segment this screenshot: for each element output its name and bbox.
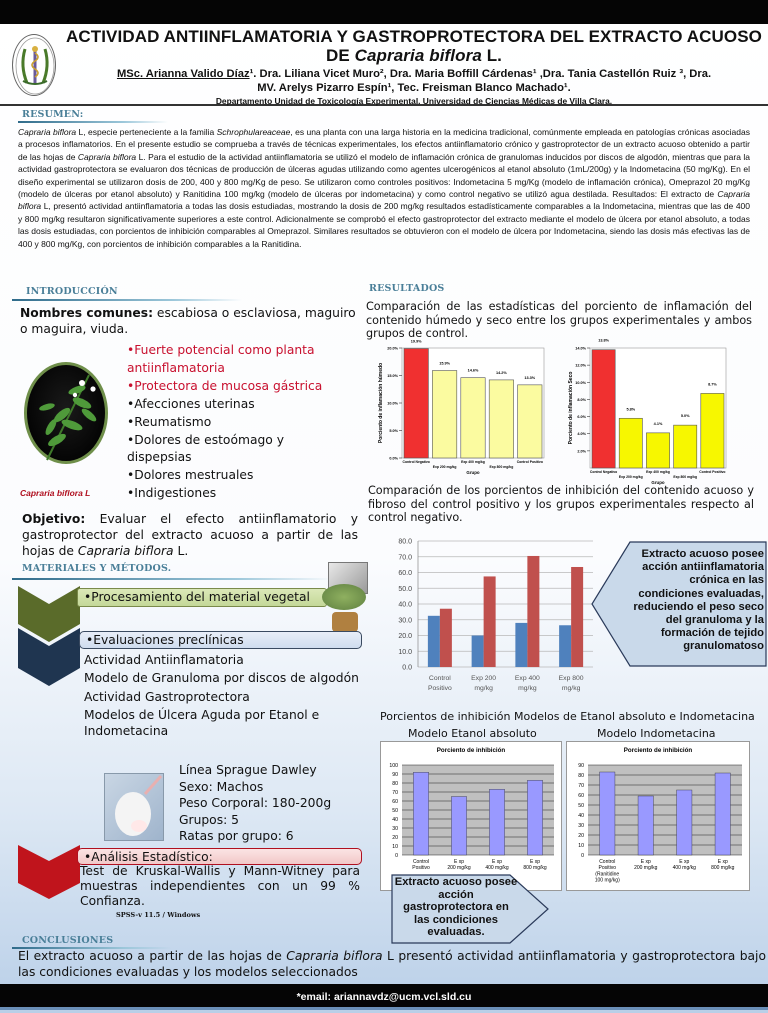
y-tick-label: 80 [578,773,584,779]
objective-text: Evaluar el efecto antiinflamatorio y gastroprotector del extracto acuoso a partir de las hojas de [22,512,358,558]
x-tick-label: Exp 400 [514,675,540,682]
use-item: •Protectora de mucosa gástrica [127,378,323,393]
y-tick-label: 40 [578,813,584,819]
x-tick-label: Control Positivo [516,460,543,464]
poster-title [60,27,768,65]
x-tick-label: Positivo [427,685,452,692]
x-tick-label: E xp [529,859,541,865]
animal-detail: Peso Corporal: 180-200g [179,796,332,811]
resumen-heading: RESUMEN: [22,109,84,120]
x-axis-label: Grupo [651,480,665,485]
x-tick-label: E xp [453,859,465,865]
method-item: Actividad Antiinflamatoria [84,653,244,667]
x-tick-label: Exp 800 mg/kg [673,475,698,479]
x-tick-label: Control [599,859,616,865]
bar-fibroso [571,567,583,667]
chevron-step-3-icon [18,845,80,899]
x-tick-label: Exp 200 mg/kg [618,475,643,479]
data-label: 5.8% [626,407,636,412]
rat-photo [104,773,164,841]
bar [489,380,513,458]
conclusion-species: Capraria biflora [286,949,383,963]
method-item: Modelos de Úlcera Aguda por Etanol e Indometacina [84,708,320,738]
plant-photo [24,362,108,464]
x-tick-label: Exp 400 mg/kg [461,460,485,464]
y-tick-label: 10.0% [575,380,586,385]
bar [404,349,428,458]
y-tick-label: 10.0 [398,648,412,656]
chart-title: Porciento de inhibición [436,747,506,754]
title-species: Capraria biflora [354,46,482,65]
data-label: 19.9% [410,339,422,344]
bar [600,772,615,855]
chart-inflammation-wet [370,340,555,485]
resumen-underline [18,121,168,123]
y-tick-label: 20 [392,835,398,841]
bar [413,772,428,855]
step-processing: •Procesamiento del material vegetal [77,588,327,607]
resultados-heading: RESULTADOS [369,283,445,294]
conclusion-part: L presentó actividad antiinflamatoria y gastroprotectora bajo las condiciones evaluadas y los modelos seleccionados [18,949,766,979]
y-tick-label: 70.0 [398,554,412,562]
animal-detail: Sexo: Machos [179,779,264,794]
data-label: 8.7% [708,382,717,387]
y-tick-label: 5.0% [389,429,398,433]
use-item: •Indigestiones [127,486,217,501]
y-tick-label: 80 [392,781,398,787]
y-tick-label: 6.0% [577,415,586,420]
abstract-species: Capraria biflora [18,189,750,212]
data-label: 13.8% [598,338,609,343]
bar [701,393,724,468]
y-tick-label: 60.0 [398,570,412,577]
data-label: 5.0% [680,414,690,419]
method-item: Actividad Gastroprotectora [84,689,250,704]
x-tick-label: Positivo [412,865,430,872]
animal-detail: Línea Sprague Dawley [179,763,317,777]
bar [432,371,456,458]
bar [592,350,615,468]
objective-suffix: L. [173,544,189,558]
main-author: MSc. Arianna Valido Díaz [116,68,250,80]
bar [451,797,466,856]
bar [518,385,542,458]
x-tick-label: Exp 400 mg/kg [646,470,670,474]
x-tick-label: Control Positivo [699,470,726,474]
data-label: 15.9% [439,361,450,366]
title-prefix: DE [325,46,355,65]
objective-species: Capraria biflora [77,544,174,558]
callout-gastroprotective: Extracto acuoso posee acción gastroprotectora en las condiciones evaluadas. [394,876,518,939]
y-tick-label: 80.0 [398,538,412,546]
results-caption-1: Comparación de las estadísticas del porciento de inflamación del contenido húmedo y seco entre los grupos experimentales y ambos grupos de control. [366,300,752,340]
y-tick-label: 0.0% [389,456,398,461]
x-tick-label: Control [428,675,451,682]
x-tick-label: Exp 800 [558,675,584,682]
uses-list [127,342,367,503]
x-tick-label: E xp [679,859,690,865]
abstract [18,126,750,250]
y-tick-label: 20 [578,833,584,839]
methods-list [84,653,359,742]
y-tick-label: 90 [392,772,398,778]
bar [646,433,669,468]
y-tick-label: 10 [392,844,398,850]
y-tick-label: 50 [392,808,398,814]
conclusion-part: El extracto acuoso a partir de las hojas de [18,949,287,963]
use-item: •Reumatismo [127,414,212,429]
y-tick-label: 10.0% [387,401,398,406]
co-authors: ¹. Dra. Liliana Vicet Muro², Dra. Maria Boffill Cárdenas¹ ,Dra. Tania Castellón Ruiz ³, Dra. [249,68,712,80]
y-tick-label: 70 [392,790,398,796]
plant-caption: Capraria biflora L [20,488,91,498]
method-item: Modelo de Granuloma por discos de algodón [84,671,359,686]
x-tick-label: Exp 200 mg/kg [432,465,457,469]
y-tick-label: 30 [392,826,398,832]
y-tick-label: 50.0 [398,585,412,593]
x-tick-label: 200 mg/kg [447,865,471,872]
abstract-species: Capraria biflora [77,151,137,162]
introduccion-heading: INTRODUCCIÓN [26,286,118,297]
animal-detail: Ratas por grupo: 6 [179,829,294,844]
x-tick-label: Positivo [598,865,617,872]
title-suffix: L. [481,46,503,65]
statistics-text: Test de Kruskal-Wallis y Mann-Witney para muestras independientes con un 99 % Confianza. [80,864,360,908]
x-tick-label: mg/kg [474,685,493,692]
use-item: •Dolores mestruales [127,468,254,483]
x-tick-label: 400 mg/kg [672,865,696,872]
authors-line-1 [60,67,768,81]
y-tick-label: 30.0 [398,617,412,625]
y-tick-label: 40 [392,817,398,823]
y-tick-label: 20.0 [398,633,412,640]
y-tick-label: 12.0% [575,363,586,368]
bar [461,378,485,458]
step-statistics: •Análisis Estadístico: [77,848,362,865]
bar-acuoso [472,636,484,668]
abstract-text: L, presentó actividad antiinflamatoria a todas las dosis estudiadas, mostrando la dosis de 200 mg/kg resultados estadísticamente comparables a la Indometacina, mientras que las de 400 y 800 mg/kg resultaron significativamente superiores a este control. Adicionalmente se comprobó el efecto gastroprotector del extracto mediante el modelo de úlcera por etanol absoluto, a todas las dosis estudiadas, con porcientos de inhibición comparables al Omeprazol. Similares resultados se obtuvieron con el modelo de úlcera por Indometacina, siendo las dosis más efectivas las de 400 y 800 mg/Kg, con porcientos de inhibición comparables a la Ranitidina. [18,201,750,249]
subtitle-etanol: Modelo Etanol absoluto [408,727,537,740]
objective-label: Objetivo: [22,512,86,526]
y-tick-label: 0.0 [402,664,412,672]
chart-inflammation-dry [560,338,740,485]
y-tick-label: 15.0% [387,374,398,378]
x-tick-label: mg/kg [561,685,581,692]
y-tick-label: 50 [578,803,584,809]
bar-fibroso [527,556,539,667]
x-axis-label: Grupo [466,470,480,475]
y-tick-label: 70 [578,783,584,789]
y-tick-label: 60 [578,793,584,799]
y-tick-label: 8.0% [577,397,586,402]
materiales-heading: MATERIALES Y MÉTODOS. [22,563,172,574]
step-preclinical: •Evaluaciones preclínicas [79,631,362,649]
title-line-1: ACTIVIDAD ANTIINFLAMATORIA Y GASTROPROTECTORA DEL EXTRACTO ACUOSO [66,27,762,46]
common-names [20,305,360,337]
bar-fibroso [484,576,496,667]
y-axis-label: Porciento de inflamación húmedo [378,362,384,444]
y-tick-label: 90 [578,763,584,769]
x-tick-label: E xp [640,859,651,865]
chart-inhibition-indometacina [566,741,750,891]
bar [677,790,692,855]
animal-detail: Grupos: 5 [179,812,239,827]
x-tick-label: E xp [491,859,503,865]
materiales-underline [12,578,332,580]
mortar-image [332,612,358,632]
results-caption-2: Comparación de los porcientos de inhibición del contenido acuoso y fibroso del control positivo y los grupos experimentales respecto al control negativo. [368,484,754,524]
y-tick-label: 30 [578,823,584,829]
bar [674,425,697,468]
x-tick-label: 800 mg/kg [523,865,547,872]
y-tick-label: 40.0 [398,601,412,609]
use-item: dispepsias [127,450,192,465]
chart-inhibition-etanol [380,741,562,891]
y-tick-label: 14.0% [575,346,586,351]
use-item: •Dolores de estoómago y [127,432,285,447]
bar-acuoso [515,623,527,667]
data-label: 14.2% [496,370,507,375]
y-axis-label: Porciento de inflamación Seco [568,371,574,445]
authors-line-2: MV. Arelys Pizarro Espín¹, Tec. Freisman Blanco Machado¹. [257,82,571,94]
x-tick-label: Exp 800 mg/kg [489,465,514,469]
poster-header [0,24,768,106]
herbs-image [322,584,366,610]
bar-acuoso [559,625,571,667]
x-tick-label: Control Negativo [402,460,430,464]
bar-fibroso [440,609,452,667]
footer-email[interactable]: *email: ariannavdz@ucm.vcl.sld.cu [0,984,768,1010]
abstract-family: Schrophulareaceae [216,127,291,137]
y-tick-label: 2.0% [577,449,586,454]
chevron-step-2-icon [18,628,80,686]
abstract-species: Capraria biflora [18,127,77,137]
bar-acuoso [428,616,440,667]
chart-inhibition-content [378,535,598,695]
abstract-text: L, especie perteneciente a la familia [76,127,217,137]
results-caption-3: Porcientos de inhibición Modelos de Etanol absoluto e Indometacina [380,710,755,723]
data-label: 13.3% [524,375,536,380]
x-tick-label: 800 mg/kg [711,865,735,872]
use-item: •Fuerte potencial como planta [127,343,315,357]
software-label: SPSS-v 11.5 / Windows [116,911,201,919]
introduccion-underline [12,299,242,301]
abstract-text: L. Para el estudio de la actividad antiinflamatoria se utilizó el modelo de inflamación crónica de granulomas inducidos por discos de algodón, mientras que para la actividad gastroprotectora se evaluaron dos técnicas de producción de úlceras agudas utilizando como agentes ulcerogénicos al etanol absoluto (1mL/200g) y la Indometacina (50 mg/Kg). En el diseño experimental se utilizaron dosis de 200, 400 y 800 mg/Kg de peso. Se utilizaron como controles positivos: Indometacina 5 mg/Kg (modelo de inflamación crónica), Omeprazol 20 mg/Kg (modelo de úlceras por etanol absoluto) y Ranitidina 100 mg/kg (modelo de úlceras por indometacina) y como control negativo se utilizó agua destilada. Resultados: El extracto de [18,151,750,200]
authors [60,67,768,95]
use-item: •Afecciones uterinas [127,396,255,411]
bar [489,789,504,855]
x-tick-label: E xp [717,859,728,865]
x-tick-label: mg/kg [518,685,537,692]
bar [619,418,642,468]
top-bar [0,0,768,24]
x-tick-label: (Ranitidine [595,871,620,878]
y-tick-label: 100 [389,763,398,769]
y-tick-label: 10 [578,843,584,849]
y-tick-label: 20.0% [387,346,398,351]
conclusion-text [18,948,766,980]
data-label: 14.6% [467,368,479,373]
callout-antiinflammatory: Extracto acuoso posee acción antiinflamatoria crónica en las condiciones evaluadas, reduciendo el peso seco del granuloma y la formación de tejido granulomatoso [633,548,764,653]
department: Departamento Unidad de Toxicología Experimental. Universidad de Ciencias Médicas de Villa Clara. [215,96,613,106]
y-tick-label: 60 [392,799,398,805]
y-tick-label: 0 [395,853,398,859]
animal-details [179,762,331,845]
conclusiones-heading: CONCLUSIONES [22,935,114,946]
use-item: antiinflamatoria [127,360,225,375]
x-tick-label: 200 mg/kg [634,865,658,872]
bar [715,773,730,855]
x-tick-label: Control [412,859,430,865]
x-tick-label: 100 mg/kg) [594,877,620,884]
university-seal-icon [12,34,56,96]
subtitle-indometacina: Modelo Indometacina [597,727,716,740]
y-tick-label: 4.0% [577,432,586,437]
title-line-2 [60,46,768,65]
data-label: 4.1% [653,421,663,426]
common-names-value: escabiosa o esclaviosa, maguiro o maguira, viuda. [20,306,356,336]
abstract-text: , es una planta con una larga historia en la medicina tradicional, comúnmente empleada en patologías crónicas asociadas a procesos inflamatorios. En el presente estudio se comprueba a través de técnicas experimentales, los efectos antiinflamatorio crónico y gastroprotector de un extracto acuoso obtenido a partir de las hojas de [18,127,750,162]
x-tick-label: Control Negativo [589,470,618,474]
bar [638,796,653,855]
x-tick-label: Exp 200 [471,675,497,682]
x-tick-label: 400 mg/kg [485,865,509,872]
common-names-label: Nombres comunes: [20,306,153,320]
objective [22,511,358,559]
bar [527,780,542,855]
y-tick-label: 0 [581,853,584,859]
chart-title: Porciento de inhibición [623,747,693,754]
